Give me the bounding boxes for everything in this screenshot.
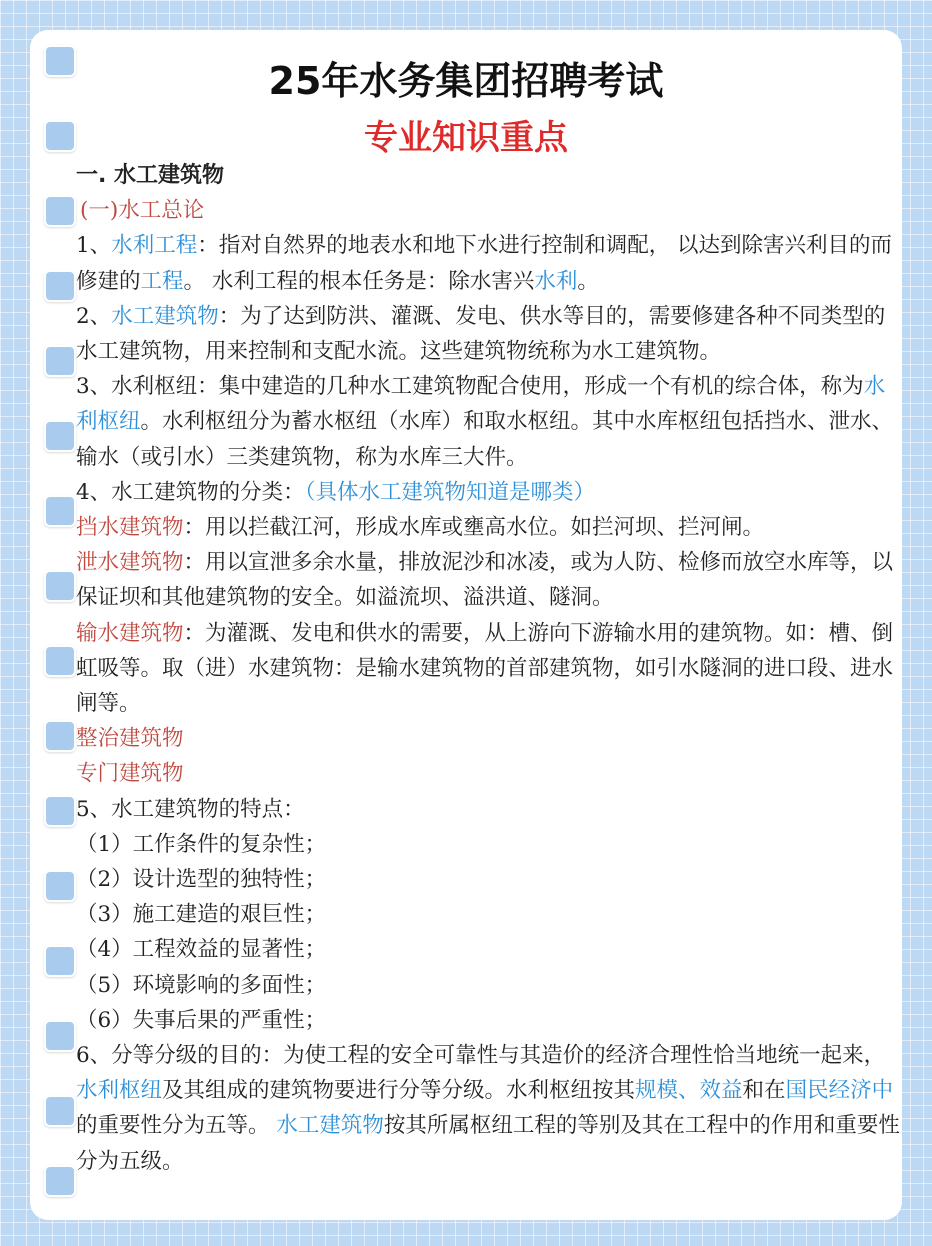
type-desc: ：用以宣泄多余水量，排放泥沙和冰凌，或为人防、检修而放空水库等，以保证坝和其他建筑物的安全。如溢流坝、溢洪道、隧洞。: [76, 550, 894, 611]
paragraph-5-heading: 5、水工建筑物的特点：: [76, 796, 305, 822]
term-highlight: 规模、效益: [635, 1078, 743, 1104]
paragraph-2: [76, 299, 902, 369]
paragraph-number: 1、: [76, 233, 112, 259]
term-highlight: 国民经济中: [785, 1078, 894, 1104]
subsection-heading: (一)水工总论: [80, 198, 205, 224]
term-highlight: 水利枢纽: [76, 374, 886, 435]
binder-ring: [44, 645, 76, 677]
binder-ring: [44, 1020, 76, 1052]
term-highlight: 水工建筑物: [111, 303, 219, 329]
binder-ring: [44, 870, 76, 902]
binder-ring: [44, 720, 76, 752]
type-name: 输水建筑物: [76, 620, 184, 646]
type-name: 挡水建筑物: [76, 515, 184, 541]
paragraph-text: 及其组成的建筑物要进行分等分级。水利枢纽按其: [162, 1078, 636, 1104]
paragraph-6: [76, 1038, 902, 1179]
paragraph-text: 和在: [742, 1078, 786, 1104]
note-highlight: （具体水工建筑物知道是哪类）: [304, 479, 595, 505]
type-item: [76, 510, 902, 545]
feature-item: （2）设计选型的独特性；: [76, 867, 327, 893]
paragraph-text: 。水利枢纽分为蓄水枢纽（水库）和取水枢纽。其中水库枢纽包括挡水、泄水、输水（或引水）三类建筑物，称为水库三大件。: [76, 409, 894, 470]
binder-ring: [44, 1095, 76, 1127]
feature-item: （1）工作条件的复杂性；: [76, 831, 327, 857]
paragraph-text: 3、水利枢纽：集中建造的几种水工建筑物配合使用，形成一个有机的综合体，称为: [76, 374, 864, 400]
paragraph-number: 2、: [76, 303, 112, 329]
type-name: 泄水建筑物: [76, 550, 184, 576]
type-name: 整治建筑物: [76, 726, 184, 752]
term-highlight: 水利: [534, 268, 578, 294]
term-highlight: 工程: [140, 268, 184, 294]
paragraph-text: 的重要性分为五等。: [76, 1113, 277, 1139]
paragraph-3: [76, 369, 902, 475]
notes-body: [76, 158, 902, 1179]
binder-ring: [44, 345, 76, 377]
paragraph-text: 。: [577, 268, 599, 294]
paragraph-text: 6、分等分级的目的：为使工程的安全可靠性与其造价的经济合理性恰当地统一起来，: [76, 1043, 886, 1069]
page-title: 25年水务集团招聘考试: [268, 59, 664, 103]
binder-ring: [44, 420, 76, 452]
type-desc: ：用以拦截江河，形成水库或壅高水位。如拦河坝、拦河闸。: [183, 515, 765, 541]
binder-ring: [44, 570, 76, 602]
paragraph-text: 按其所属枢纽工程的等别及其在工程中的作用和重要性分为五级。: [76, 1113, 900, 1174]
type-item: [76, 545, 902, 615]
binder-ring: [44, 195, 76, 227]
paragraph-text: 。 水利工程的根本任务是：除水害兴: [183, 268, 535, 294]
feature-item: （6）失事后果的严重性；: [76, 1007, 327, 1033]
type-desc: ：为灌溉、发电和供水的需要，从上游向下游输水用的建筑物。如：槽、倒虹吸等。取（进）水建筑物：是输水建筑物的首部建筑物，如引水隧洞的进口段、进水闸等。: [76, 620, 894, 717]
paragraph-4: [76, 475, 902, 510]
type-name: 专门建筑物: [76, 761, 184, 787]
paragraph-text: ：指对自然界的地表水和地下水进行控制和调配， 以达到除害兴利目的而修建的: [76, 233, 893, 294]
feature-item: （4）工程效益的显著性；: [76, 937, 327, 963]
binder-ring: [44, 270, 76, 302]
binder-rings: [44, 0, 76, 1246]
feature-item: （5）环境影响的多面性；: [76, 972, 327, 998]
term-highlight: 水利工程: [111, 233, 198, 259]
feature-item: （3）施工建造的艰巨性；: [76, 902, 327, 928]
binder-ring: [44, 495, 76, 527]
term-highlight: 水利枢纽: [76, 1078, 163, 1104]
paragraph-1: [76, 228, 902, 298]
binder-ring: [44, 1165, 76, 1197]
binder-ring: [44, 795, 76, 827]
page-subtitle: 专业知识重点: [364, 118, 568, 158]
binder-ring: [44, 945, 76, 977]
section-heading: 一. 水工建筑物: [76, 163, 225, 188]
paragraph-text: 4、水工建筑物的分类：: [76, 479, 305, 505]
type-item: [76, 616, 902, 722]
term-highlight: 水工建筑物: [276, 1113, 384, 1139]
paragraph-text: ：为了达到防洪、灌溉、发电、供水等目的，需要修建各种不同类型的水工建筑物，用来控制和支配水流。这些建筑物统称为水工建筑物。: [76, 303, 886, 365]
